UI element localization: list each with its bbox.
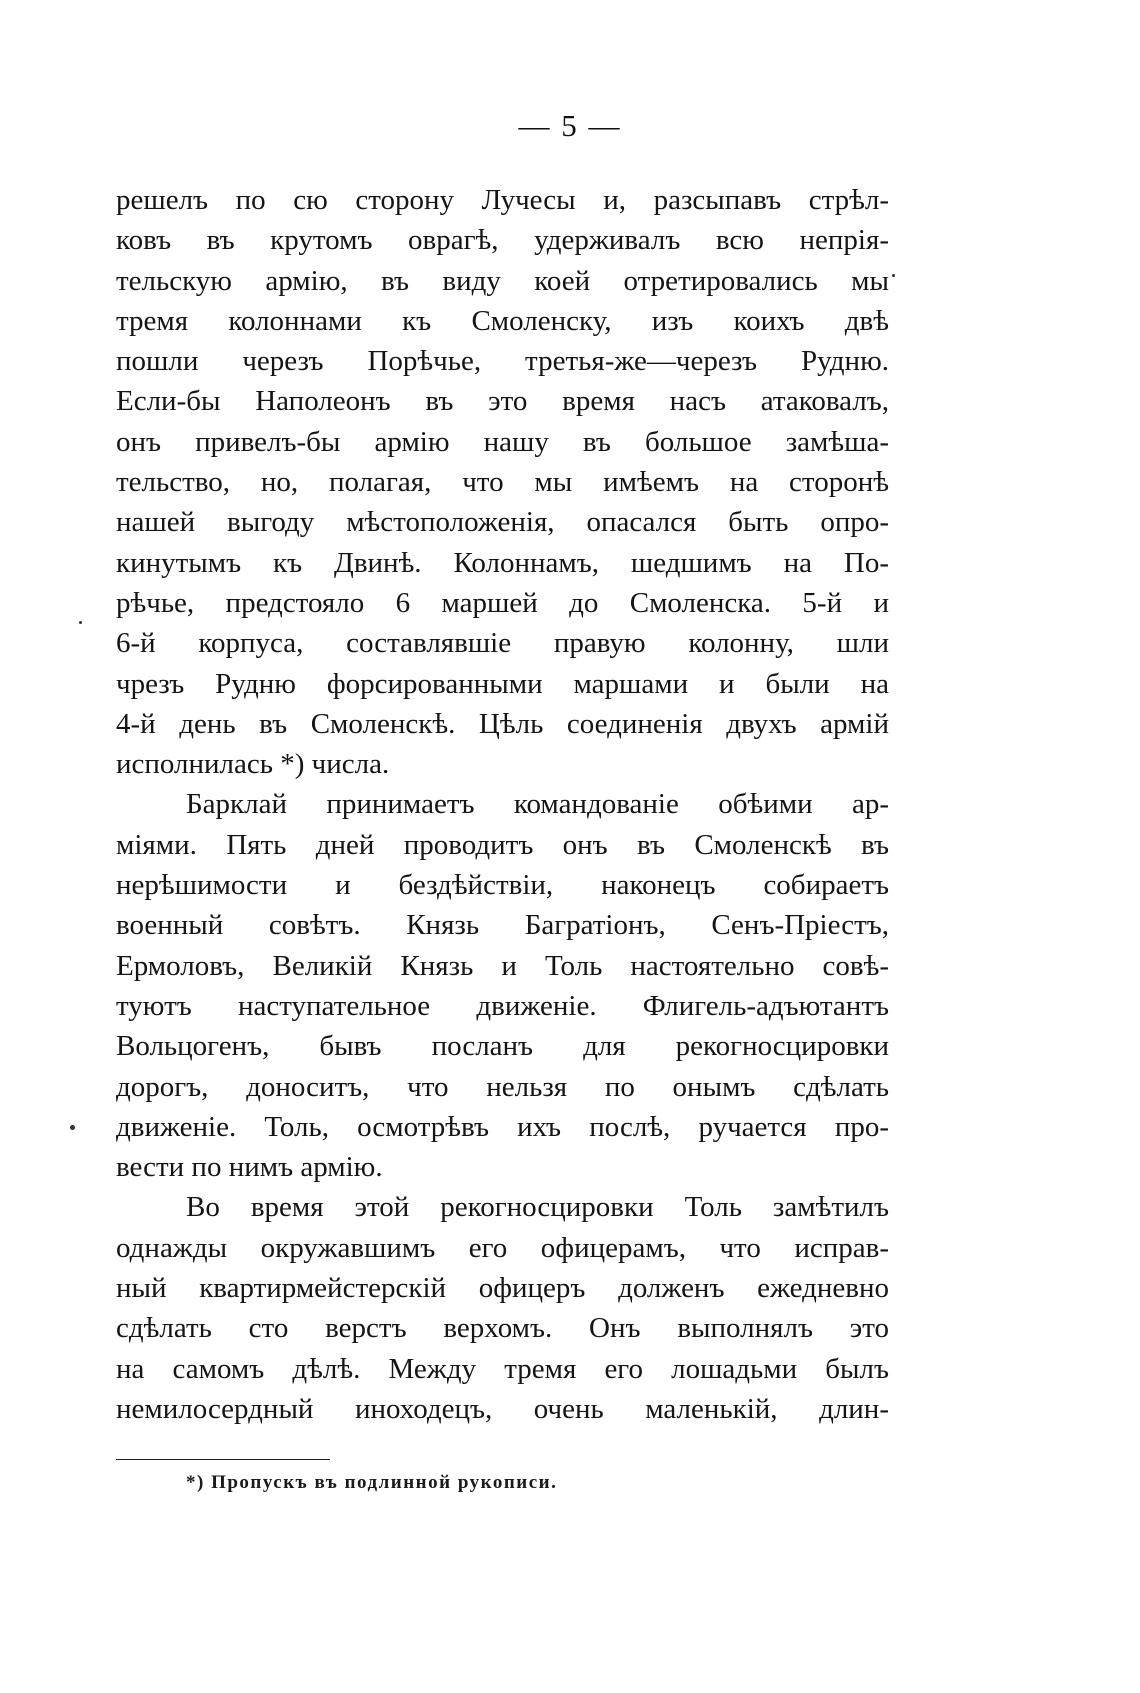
text-line: міями. Пять дней проводитъ онъ въ Смоленскѣ въ — [116, 828, 889, 861]
footnote-divider — [116, 1459, 330, 1460]
text-line: рѣчье, предстояло 6 маршей до Смоленска. 5-й и — [116, 586, 889, 619]
text-line: однажды окружавшимъ его офицерамъ, что исправ- — [116, 1231, 889, 1264]
text-line: онъ привелъ-бы армію нашу въ большое замѣша- — [116, 425, 889, 458]
text-line: тельство, но, полагая, что мы имѣемъ на сторонѣ — [116, 466, 889, 499]
text-line: 4-й день въ Смоленскѣ. Цѣль соединенія двухъ армій — [116, 707, 889, 740]
text-line: движеніе. Толь, осмотрѣвъ ихъ послѣ, ручается про- — [116, 1110, 889, 1143]
text-line: Во время этой рекогносцировки Толь замѣтилъ — [186, 1191, 889, 1224]
text-line: тремя колоннами къ Смоленску, изъ коихъ двѣ — [116, 304, 889, 337]
paragraph-2 — [116, 784, 889, 1187]
text-line: военный совѣтъ. Князь Багратіонъ, Сенъ-Пріестъ, — [116, 909, 889, 942]
text-line: вести по нимъ армію. — [116, 1151, 383, 1184]
text-line: ный квартирмейстерскій офицеръ долженъ ежедневно — [116, 1272, 889, 1305]
scan-speck — [892, 274, 895, 277]
scan-speck — [79, 621, 82, 624]
paragraph-1 — [116, 180, 889, 784]
text-line: Если-бы Наполеонъ въ это время насъ атаковалъ, — [116, 385, 889, 418]
text-line: решелъ по сю сторону Лучесы и, разсыпавъ стрѣл- — [116, 184, 889, 216]
scan-speck — [70, 1125, 75, 1130]
text-line: Барклай принимаетъ командованіе обѣими ар- — [186, 788, 889, 821]
text-line: немилосердный иноходецъ, очень маленькій, длин- — [116, 1392, 889, 1425]
text-line: кинутымъ къ Двинѣ. Колоннамъ, шедшимъ на По- — [116, 546, 889, 579]
text-line: 6-й корпуса, составлявшіе правую колонну, шли — [116, 627, 889, 660]
paragraph-3 — [116, 1187, 889, 1429]
text-line: чрезъ Рудню форсированными маршами и были на — [116, 667, 889, 700]
text-line: исполнилась *) числа. — [116, 748, 390, 781]
text-line: сдѣлать сто верстъ верхомъ. Онъ выполнялъ это — [116, 1312, 889, 1345]
text-line: нерѣшимости и бездѣйствіи, наконецъ собираетъ — [116, 869, 889, 902]
text-line: ковъ въ крутомъ оврагѣ, удерживалъ всю непрія- — [116, 224, 889, 257]
body-text — [116, 180, 889, 1429]
text-line: тельскую армію, въ виду коей отретировались мы — [116, 264, 889, 297]
text-line: туютъ наступательное движеніе. Флигель-адъютантъ — [116, 989, 889, 1022]
text-line: на самомъ дѣлѣ. Между тремя его лошадьми былъ — [116, 1352, 889, 1385]
text-line: Ермоловъ, Великій Князь и Толь настоятельно совѣ- — [116, 949, 889, 982]
page-number: — 5 — — [518, 108, 622, 143]
footnote: *) Пропускъ въ подлинной рукописи. — [186, 1472, 558, 1493]
text-line: дорогъ, доноситъ, что нельзя по онымъ сдѣлать — [116, 1070, 889, 1103]
text-line: Вольцогенъ, бывъ посланъ для рекогносцировки — [116, 1030, 889, 1063]
text-line: пошли черезъ Порѣчье, третья-же—черезъ Рудню. — [116, 345, 889, 378]
text-line: нашей выгоду мѣстоположенія, опасался быть опро- — [116, 506, 889, 539]
